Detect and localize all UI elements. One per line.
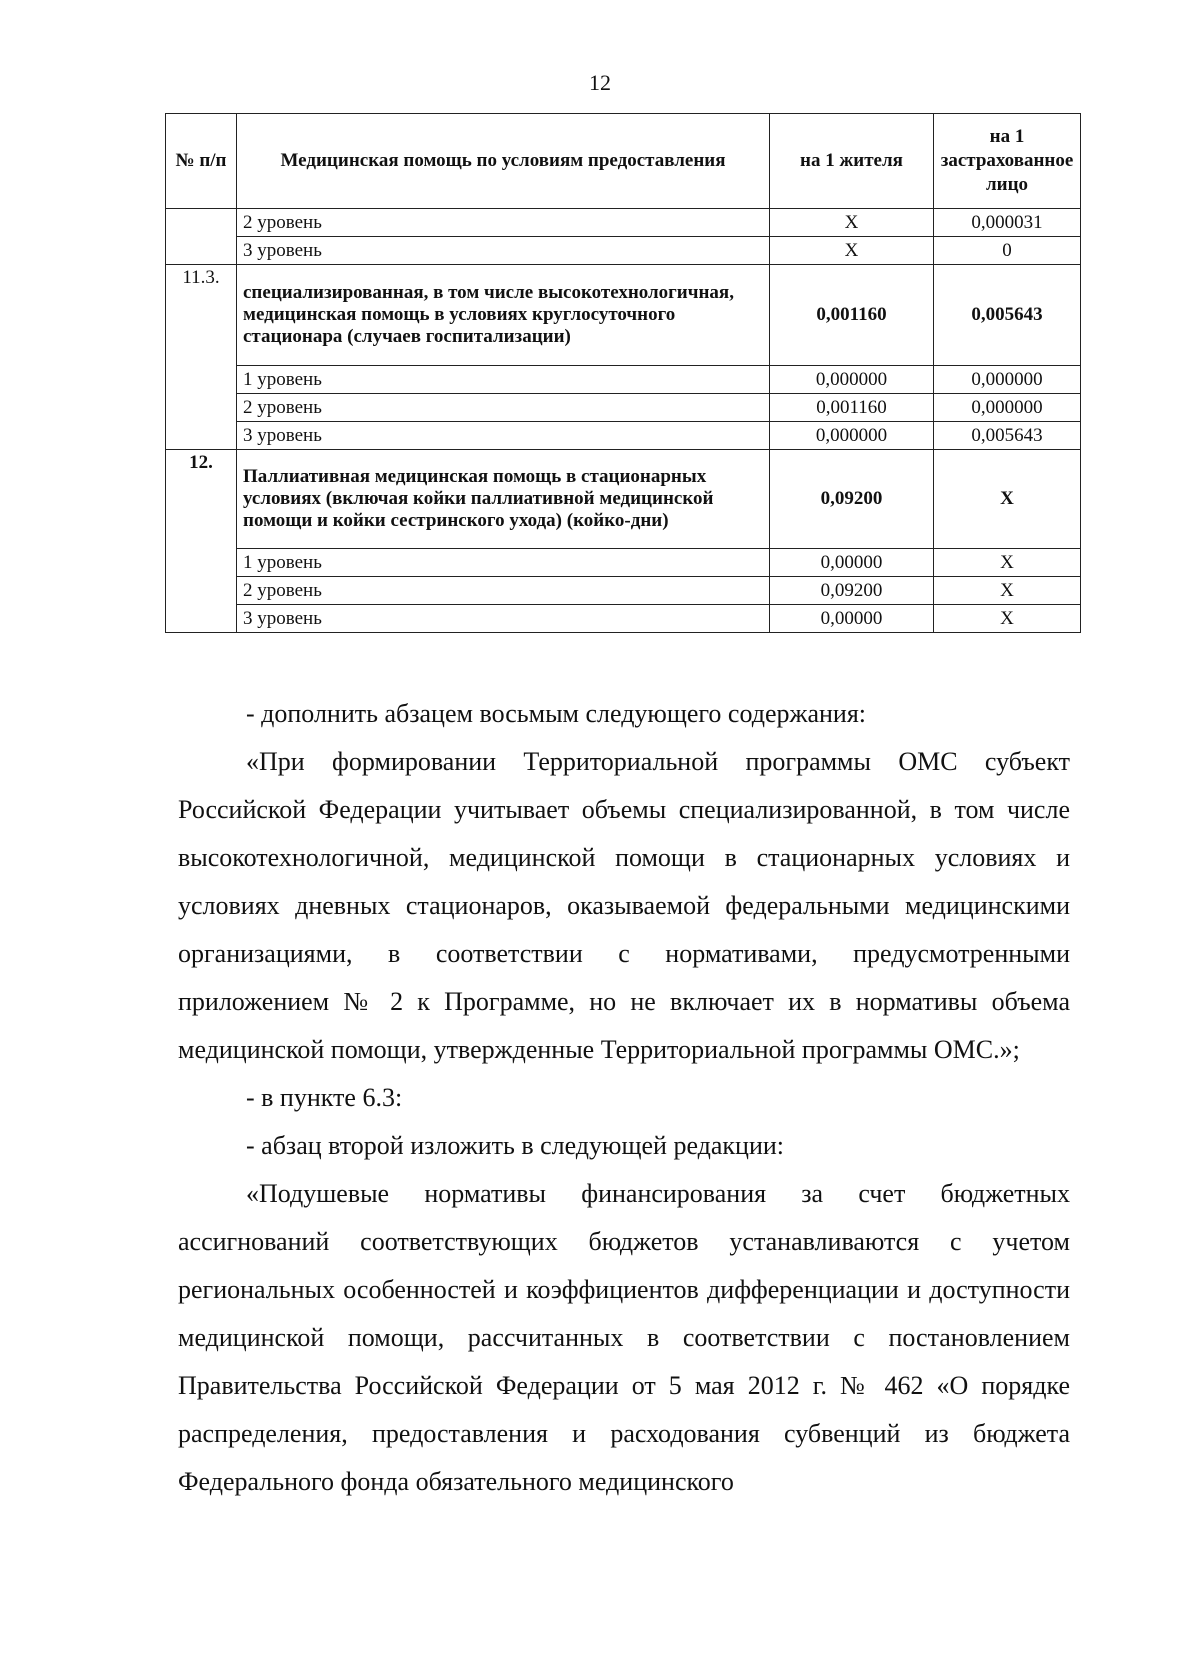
header-num: № п/п [166, 114, 237, 209]
per-insured-value: 0 [934, 237, 1081, 265]
table-row [166, 422, 1081, 450]
per-resident-value: 0,000000 [770, 366, 934, 394]
header-per-resident: на 1 жителя [770, 114, 934, 209]
table-row [166, 209, 1081, 237]
table-row-section-12 [166, 450, 1081, 549]
page-number: 12 [589, 70, 611, 95]
table-row-section-11-3 [166, 265, 1081, 366]
table-row [166, 366, 1081, 394]
table-row [166, 577, 1081, 605]
per-insured-value: 0,000000 [934, 394, 1081, 422]
document-body [178, 690, 1070, 1506]
row-label: специализированная, в том числе высокотехнологичная, медицинская помощь в условиях круглосуточного стационара (случаев госпитализации) [237, 265, 770, 366]
row-label: 1 уровень [237, 366, 770, 394]
row-label: 3 уровень [237, 237, 770, 265]
paragraph: - абзац второй изложить в следующей редакции: [246, 1131, 785, 1160]
row-label: Паллиативная медицинская помощь в стационарных условиях (включая койки паллиативной медицинской помощи и койки сестринского ухода) (койко-дни) [237, 450, 770, 549]
table-row [166, 605, 1081, 633]
row-label: 2 уровень [237, 209, 770, 237]
table-row [166, 237, 1081, 265]
paragraph: - дополнить абзацем восьмым следующего содержания: [246, 699, 867, 728]
per-insured-value: 0,005643 [934, 422, 1081, 450]
per-resident-value: 0,001160 [770, 265, 934, 366]
per-insured-value: Х [934, 577, 1081, 605]
per-insured-value: 0,005643 [934, 265, 1081, 366]
row-label: 1 уровень [237, 549, 770, 577]
per-insured-value: 0,000000 [934, 366, 1081, 394]
per-insured-value: Х [934, 450, 1081, 549]
table-row [166, 549, 1081, 577]
paragraph: «Подушевые нормативы финансирования за счет бюджетных ассигнований соответствующих бюджетов устанавливаются с учетом региональных особенностей и коэффициентов дифференциации и доступности медицинской помощи, рассчитанных в соответствии с постановлением Правительства Российской Федерации от 5 мая 2012 г. № 462 «О порядке распределения, предоставления и расходования субвенций из бюджета Федерального фонда обязательного медицинского [178, 1179, 1070, 1496]
row-label: 2 уровень [237, 394, 770, 422]
header-care-conditions: Медицинская помощь по условиям предоставления [237, 114, 770, 209]
paragraph: - в пункте 6.3: [246, 1083, 403, 1112]
per-resident-value: 0,001160 [770, 394, 934, 422]
per-insured-value: 0,000031 [934, 209, 1081, 237]
per-insured-value: Х [934, 605, 1081, 633]
table-row [166, 394, 1081, 422]
row-label: 2 уровень [237, 577, 770, 605]
row-label: 3 уровень [237, 605, 770, 633]
header-per-insured: на 1 застрахованное лицо [934, 114, 1081, 209]
table-header-row [166, 114, 1081, 209]
row-number [166, 209, 237, 265]
per-resident-value: 0,00000 [770, 549, 934, 577]
per-resident-value: 0,00000 [770, 605, 934, 633]
per-resident-value: 0,000000 [770, 422, 934, 450]
row-number: 11.3. [166, 265, 237, 450]
per-resident-value: 0,09200 [770, 450, 934, 549]
per-resident-value: Х [770, 209, 934, 237]
per-insured-value: Х [934, 549, 1081, 577]
row-number: 12. [166, 450, 237, 633]
per-resident-value: Х [770, 237, 934, 265]
paragraph: «При формировании Территориальной программы ОМС субъект Российской Федерации учитывает объемы специализированной, в том числе высокотехнологичной, медицинской помощи в стационарных условиях и условиях дневных стационаров, оказываемой федеральными медицинскими организациями, в соответствии с нормативами, предусмотренными приложением № 2 к Программе, но не включает их в нормативы объема медицинской помощи, утвержденные Территориальной программы ОМС.»; [178, 747, 1070, 1064]
norms-table [165, 113, 1081, 633]
per-resident-value: 0,09200 [770, 577, 934, 605]
row-label: 3 уровень [237, 422, 770, 450]
